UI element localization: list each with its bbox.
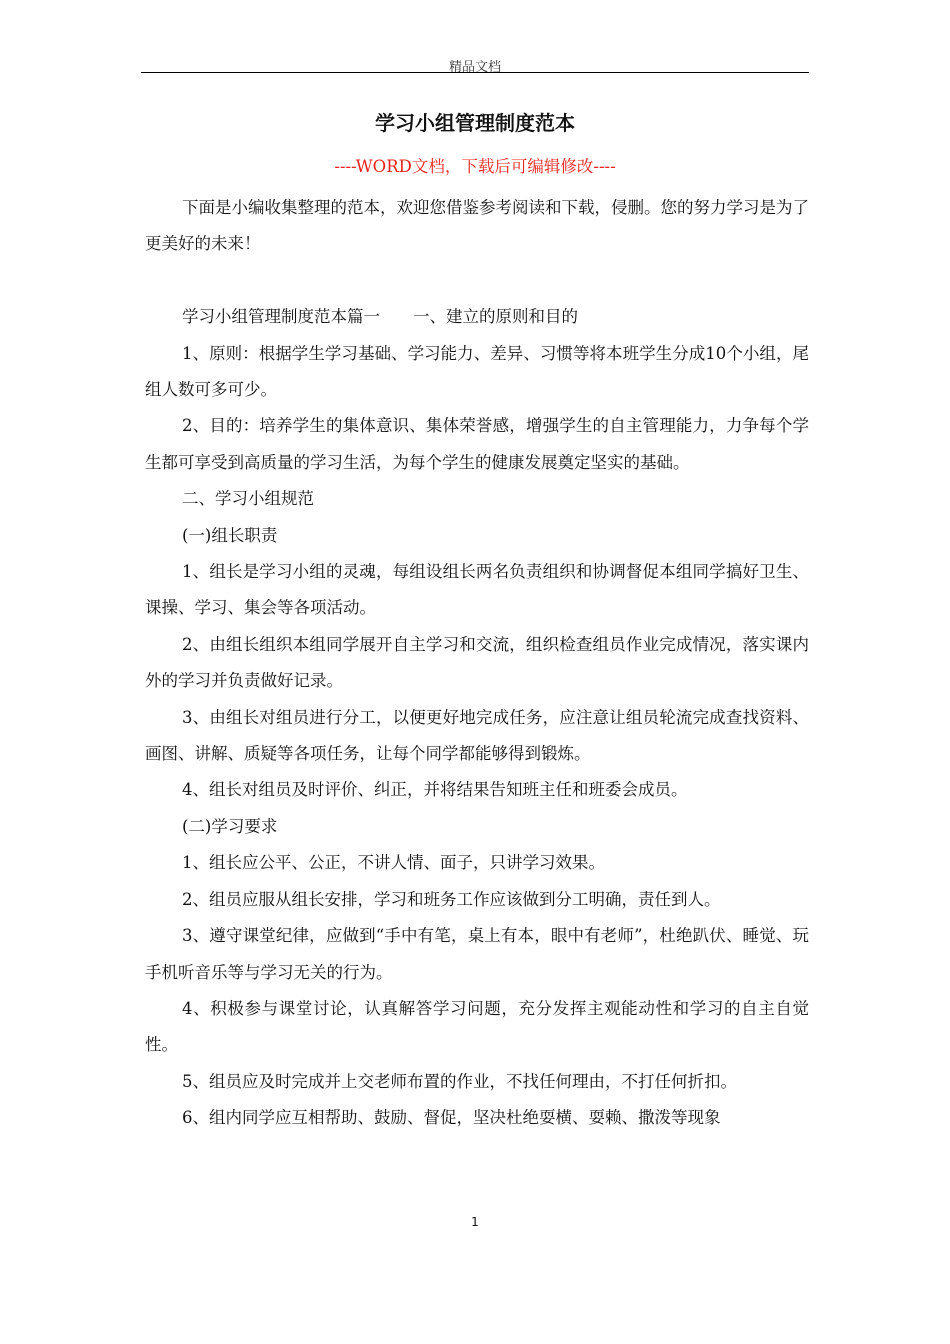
body-paragraph: 4、组长对组员及时评价、纠正，并将结果告知班主任和班委会成员。 (182, 780, 688, 800)
document-title: 学习小组管理制度范本 (375, 111, 575, 135)
body-paragraph: 5、组员应及时完成并上交老师布置的作业，不找任何理由，不打任何折扣。 (182, 1071, 737, 1091)
body-paragraph: 3、遵守课堂纪律，应做到“手中有笔，桌上有本，眼中有老师”，杜绝趴伏、睡觉、玩手机听音乐等与学习无关的行为。 (145, 926, 809, 982)
body-paragraph: 1、原则：根据学生学习基础、学习能力、差异、习惯等将本班学生分成10个小组，尾组人数可多可少。 (145, 343, 809, 400)
body-paragraph: 3、由组长对组员进行分工，以便更好地完成任务，应注意让组员轮流完成查找资料、画图、讲解、质疑等各项任务，让每个同学都能够得到锻炼。 (145, 707, 809, 764)
blank-line (145, 263, 809, 299)
body-paragraph: 2、由组长组织本组同学展开自主学习和交流，组织检查组员作业完成情况，落实课内外的学习并负责做好记录。 (145, 634, 809, 691)
section-heading: 学习小组管理制度范本篇一 一、建立的原则和目的 (182, 307, 578, 327)
body-paragraph: 2、组员应服从组长安排，学习和班务工作应该做到分工明确，责任到人。 (182, 889, 721, 909)
subsection-heading: (一)组长职责 (182, 525, 278, 545)
intro-paragraph: 下面是小编收集整理的范本，欢迎您借鉴参考阅读和下载，侵删。您的努力学习是为了更美好的未来！ (145, 198, 809, 254)
body-paragraph: 2、目的：培养学生的集体意识、集体荣誉感，增强学生的自主管理能力，力争每个学生都可享受到高质量的学习生活，为每个学生的健康发展奠定坚实的基础。 (145, 416, 809, 472)
page-number: 1 (471, 1215, 479, 1229)
body-paragraph: 6、组内同学应互相帮助、鼓励、督促，坚决杜绝耍横、耍赖、撒泼等现象 (182, 1108, 721, 1128)
section-heading: 二、学习小组规范 (182, 489, 314, 509)
header-divider (141, 72, 809, 73)
page-header: 精品文档 (448, 60, 501, 75)
body-paragraph: 1、组长是学习小组的灵魂，每组设组长两名负责组织和协调督促本组同学搞好卫生、课操、学习、集会等各项活动。 (145, 562, 809, 618)
body-paragraph: 4、积极参与课堂讨论，认真解答学习问题，充分发挥主观能动性和学习的自主自觉性。 (145, 998, 809, 1055)
document-body (145, 190, 809, 1137)
body-paragraph: 1、组长应公平、公正，不讲人情、面子，只讲学习效果。 (182, 853, 605, 873)
subsection-heading: (二)学习要求 (182, 816, 278, 836)
document-subtitle: ----WORD文档，下载后可编辑修改---- (334, 157, 616, 176)
